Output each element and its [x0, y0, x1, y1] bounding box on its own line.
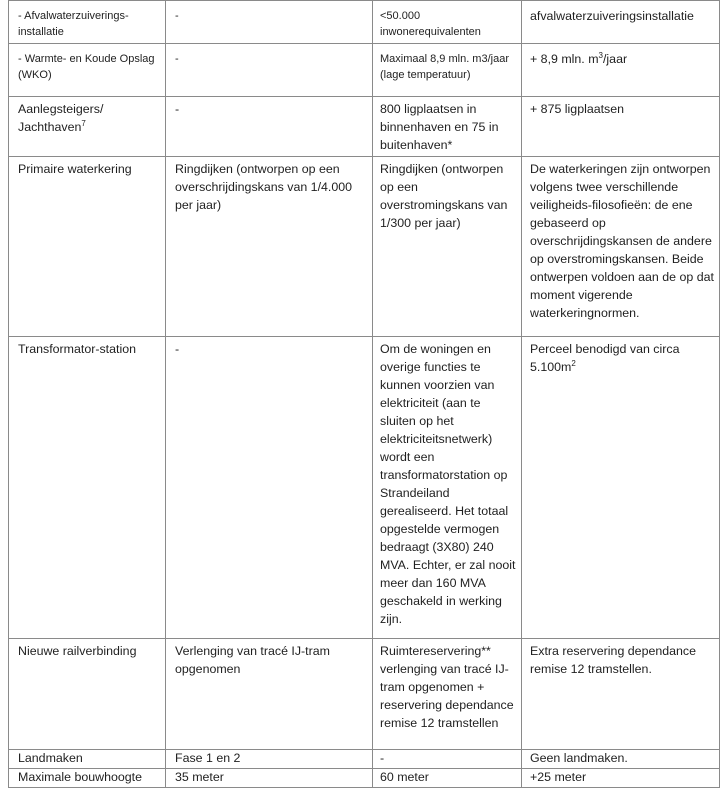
cell-plan: Ruimtereservering** verlenging van tracé IJ-tram opgenomen + reservering dependance remise 12 tramstellen [373, 639, 522, 750]
row-label: Transformator-station [9, 337, 166, 639]
cell-reference: - [166, 337, 373, 639]
table-row [9, 44, 720, 97]
table-row [9, 639, 720, 750]
cell-reference: 35 meter [166, 769, 373, 788]
table-row [9, 750, 720, 769]
cell-difference: +25 meter [522, 769, 720, 788]
cell-text: Perceel benodigd van circa 5.100m [530, 342, 680, 374]
row-label: Primaire waterkering [9, 157, 166, 337]
row-label: Landmaken [9, 750, 166, 769]
row-label: Maximale bouwhoogte [9, 769, 166, 788]
superscript: 2 [571, 358, 576, 368]
cell-difference: Geen landmaken. [522, 750, 720, 769]
cell-difference: De waterkeringen zijn ontworpen volgens twee verschillende veiligheids-filosofieën: de ene gebaseerd op overschrijdingskansen de andere op overstromingskansen. Beide ontwerpen voldoen aan de op dat moment vigerende waterkeringnormen. [522, 157, 720, 337]
table-row [9, 97, 720, 157]
footnote-marker: 7 [81, 118, 86, 128]
cell-plan: - [373, 750, 522, 769]
cell-reference: Fase 1 en 2 [166, 750, 373, 769]
cell-difference [522, 44, 720, 97]
cell-reference: - [166, 44, 373, 97]
cell-plan: Ringdijken (ontworpen op een overstromingskans van 1/300 per jaar) [373, 157, 522, 337]
row-label: - Warmte- en Koude Opslag (WKO) [9, 44, 166, 97]
cell-plan: 60 meter [373, 769, 522, 788]
cell-reference: - [166, 97, 373, 157]
row-label: - Afvalwaterzuiverings-installatie [9, 1, 166, 44]
cell-text: /jaar [602, 52, 628, 66]
table-row [9, 337, 720, 639]
cell-reference: - [166, 1, 373, 44]
table-row [9, 157, 720, 337]
cell-plan: <50.000 inwonerequivalenten [373, 1, 522, 44]
table-row [9, 1, 720, 44]
row-label: Nieuwe railverbinding [9, 639, 166, 750]
row-label [9, 97, 166, 157]
cell-difference [522, 337, 720, 639]
cell-difference: Extra reservering dependance remise 12 tramstellen. [522, 639, 720, 750]
comparison-table [8, 0, 720, 788]
cell-reference: Verlenging van tracé IJ-tram opgenomen [166, 639, 373, 750]
superscript: 3 [598, 50, 603, 60]
cell-difference: afvalwaterzuiveringsinstallatie [522, 1, 720, 44]
cell-text: + 8,9 mln. m [530, 52, 599, 66]
cell-plan: 800 ligplaatsen in binnenhaven en 75 in buitenhaven* [373, 97, 522, 157]
cell-difference: + 875 ligplaatsen [522, 97, 720, 157]
cell-plan: Maximaal 8,9 mln. m3/jaar (lage temperatuur) [373, 44, 522, 97]
cell-text: Aanlegsteigers/ Jachthaven [18, 102, 104, 134]
table-row [9, 769, 720, 788]
cell-reference: Ringdijken (ontworpen op een overschrijdingskans van 1/4.000 per jaar) [166, 157, 373, 337]
cell-plan: Om de woningen en overige functies te kunnen voorzien van elektriciteit (aan te sluiten op het elektriciteitsnetwerk) wordt een transformatorstation op Strandeiland gerealiseerd. Het totaal opgestelde vermogen bedraagt (3X80) 240 MVA. Echter, er zal nooit meer dan 160 MVA geschakeld in werking zijn. [373, 337, 522, 639]
